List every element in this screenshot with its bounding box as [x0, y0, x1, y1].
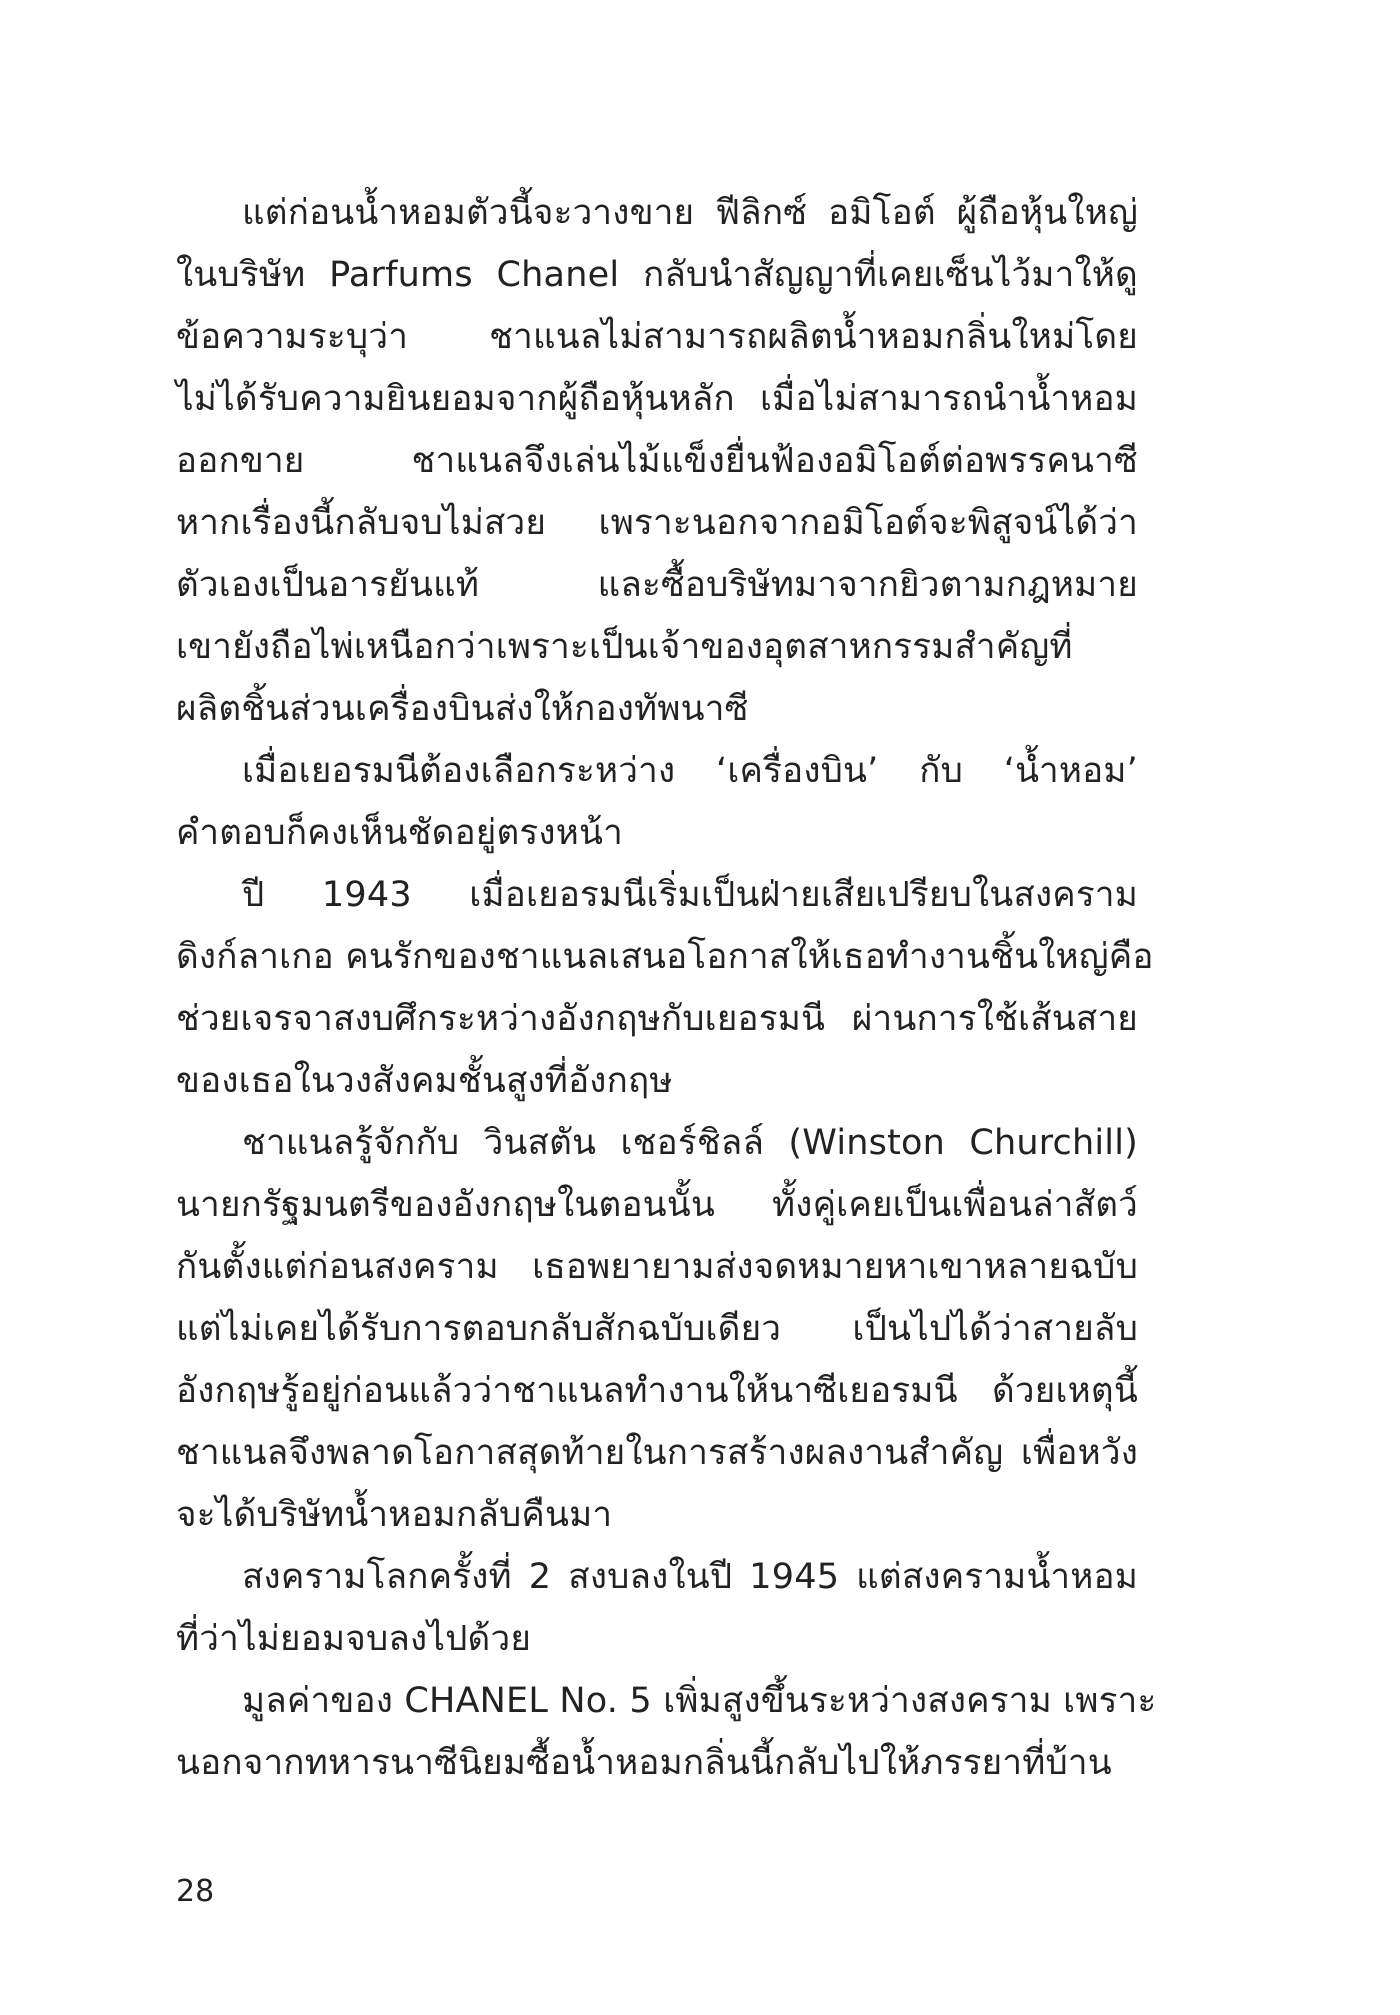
- text-line: ตัวเองเป็นอารยันแท้ และซื้อบริษัทมาจากยิวตามกฎหมาย: [176, 565, 1138, 605]
- text-line: อังกฤษรู้อยู่ก่อนแล้วว่าชาแนลทำงานให้นาซีเยอรมนี ด้วยเหตุนี้: [176, 1371, 1138, 1411]
- page-number: 28: [176, 1874, 215, 1909]
- text-line: นายกรัฐมนตรีของอังกฤษในตอนนั้น ทั้งคู่เคยเป็นเพื่อนล่าสัตว์: [176, 1185, 1138, 1225]
- text-line: คำตอบก็คงเห็นชัดอยู่ตรงหน้า: [176, 813, 623, 853]
- paragraph: [176, 1670, 1157, 1794]
- text-line: เขายังถือไพ่เหนือกว่าเพราะเป็นเจ้าของอุตสาหกรรมสำคัญที่: [176, 627, 1073, 667]
- text-line: ช่วยเจรจาสงบศึกระหว่างอังกฤษกับเยอรมนี ผ่านการใช้เส้นสาย: [176, 999, 1138, 1039]
- text-line: ชาแนลจึงพลาดโอกาสสุดท้ายในการสร้างผลงานสำคัญ เพื่อหวัง: [176, 1433, 1138, 1473]
- text-line: ไม่ได้รับความยินยอมจากผู้ถือหุ้นหลัก เมื่อไม่สามารถนำน้ำหอม: [176, 379, 1138, 419]
- text-line: ชาแนลรู้จักกับ วินสตัน เชอร์ชิลล์ (Winston Churchill): [242, 1123, 1138, 1163]
- text-line: ในบริษัท Parfums Chanel กลับนำสัญญาที่เคยเซ็นไว้มาให้ดู: [176, 255, 1138, 295]
- text-line: เมื่อเยอรมนีต้องเลือกระหว่าง ‘เครื่องบิน’ กับ ‘น้ำหอม’: [242, 751, 1138, 791]
- paragraph: [176, 1112, 1138, 1546]
- text-line: กันตั้งแต่ก่อนสงคราม เธอพยายามส่งจดหมายหาเขาหลายฉบับ: [176, 1247, 1138, 1287]
- text-line: ดิงก์ลาเกอ คนรักของชาแนลเสนอโอกาสให้เธอทำงานชิ้นใหญ่คือ: [176, 937, 1154, 977]
- paragraph: [176, 864, 1154, 1112]
- text-line: แต่ก่อนน้ำหอมตัวนี้จะวางขาย ฟีลิกซ์ อมิโอต์ ผู้ถือหุ้นใหญ่: [242, 193, 1138, 233]
- text-line: ของเธอในวงสังคมชั้นสูงที่อังกฤษ: [176, 1061, 673, 1101]
- text-line: แต่ไม่เคยได้รับการตอบกลับสักฉบับเดียว เป็นไปได้ว่าสายลับ: [176, 1309, 1138, 1349]
- text-line: ปี 1943 เมื่อเยอรมนีเริ่มเป็นฝ่ายเสียเปรียบในสงคราม: [242, 875, 1138, 915]
- text-line: มูลค่าของ CHANEL No. 5 เพิ่มสูงขึ้นระหว่างสงคราม เพราะ: [242, 1681, 1157, 1721]
- paragraph: [176, 182, 1138, 740]
- text-line: ข้อความระบุว่า ชาแนลไม่สามารถผลิตน้ำหอมกลิ่นใหม่โดย: [176, 317, 1138, 357]
- paragraph: [176, 1546, 1138, 1670]
- text-line: สงครามโลกครั้งที่ 2 สงบลงในปี 1945 แต่สงครามน้ำหอม: [242, 1557, 1138, 1597]
- paragraph: [176, 740, 1138, 864]
- text-line: ที่ว่าไม่ยอมจบลงไปด้วย: [176, 1619, 532, 1659]
- text-line: จะได้บริษัทน้ำหอมกลับคืนมา: [176, 1495, 613, 1535]
- text-line: หากเรื่องนี้กลับจบไม่สวย เพราะนอกจากอมิโอต์จะพิสูจน์ได้ว่า: [176, 503, 1138, 543]
- text-line: นอกจากทหารนาซีนิยมซื้อน้ำหอมกลิ่นนี้กลับไปให้ภรรยาที่บ้าน: [176, 1743, 1112, 1783]
- body-text: [176, 182, 1157, 1794]
- text-line: ผลิตชิ้นส่วนเครื่องบินส่งให้กองทัพนาซี: [176, 689, 749, 729]
- text-line: ออกขาย ชาแนลจึงเล่นไม้แข็งยื่นฟ้องอมิโอต์ต่อพรรคนาซี: [176, 441, 1138, 481]
